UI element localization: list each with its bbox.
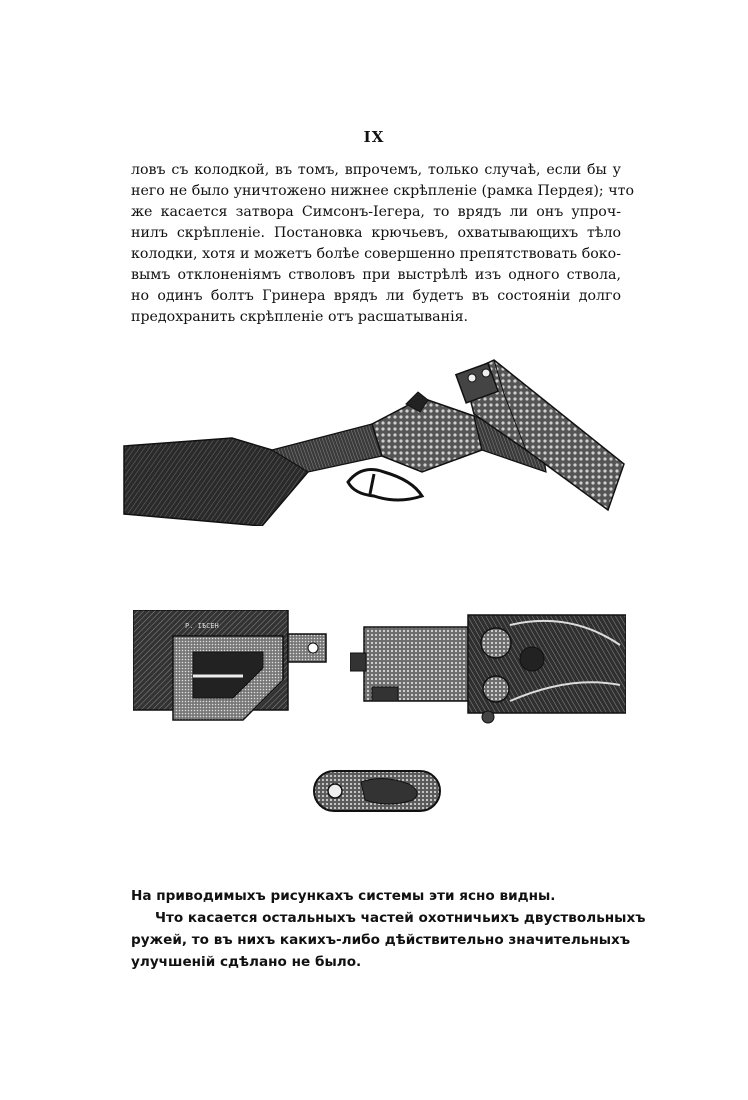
text-line: колодки, хотя и можетъ болѣе совершенно препятствовать боко- — [131, 246, 621, 262]
shotgun-engraving — [122, 354, 626, 526]
trigger-plate-engraving — [313, 770, 441, 812]
text-line: На приводимыхъ рисункахъ системы эти ясно видны. — [131, 888, 556, 904]
text-line: же касается затвора Симсонъ-Iегера, то врядъ ли онъ упроч- — [131, 204, 621, 220]
action-top-illustration — [133, 610, 328, 730]
action-receiver-engraving — [133, 610, 328, 730]
text-line: нилъ скрѣпленіе. Постановка крючьевъ, охватывающихъ тѣло — [131, 225, 621, 241]
text-line: него не было уничтожено нижнее скрѣпленіе (рамка Пердея); что — [131, 183, 634, 199]
text-line: улучшеній сдѣлано не было. — [131, 954, 362, 970]
page-number: IX — [363, 128, 385, 146]
action-breech-illustration — [350, 605, 626, 727]
text-line: но одинъ болтъ Гринера врядъ ли будетъ въ состояніи долго — [131, 288, 621, 304]
action-breech-engraving — [350, 605, 626, 727]
text-line: вымъ отклоненіямъ стволовъ при выстрѣлѣ изъ одного ствола, — [131, 267, 621, 283]
text-line: ловъ съ колодкой, въ томъ, впрочемъ, только случаѣ, если бы у — [131, 162, 621, 178]
text-line: предохранить скрѣпленіе отъ расшатыванія. — [131, 309, 469, 325]
shotgun-illustration — [122, 354, 626, 526]
trigger-plate-illustration — [313, 770, 441, 812]
text-line: ружей, то въ нихъ какихъ-либо дѣйствительно значительныхъ — [131, 932, 631, 948]
stamp-text: Р. ІѢСЕН — [185, 622, 219, 630]
top-paragraph — [131, 160, 634, 328]
bottom-paragraph — [131, 885, 646, 973]
text-line: Что касается остальныхъ частей охотничьихъ двуствольныхъ — [155, 910, 646, 926]
